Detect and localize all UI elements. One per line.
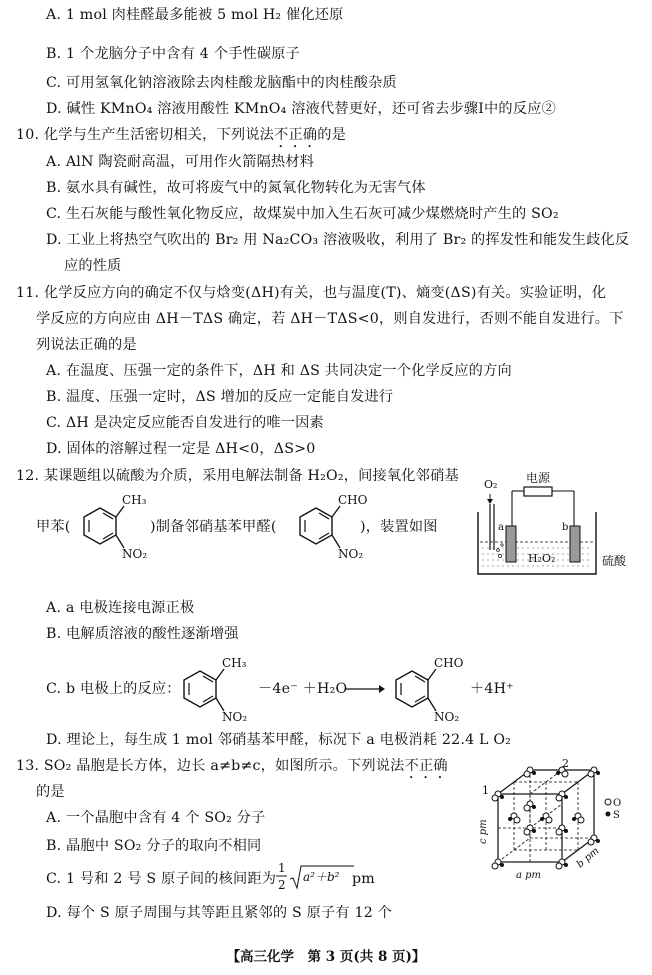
q12-stem-2a: 甲苯( (36, 519, 71, 535)
o-nitrotoluene-structure (80, 492, 150, 562)
q10-option-d: D. 工业上将热空气吹出的 Br₂ 用 Na₂CO₃ 溶液吸收，利用了 Br₂ 的挥发性和能发生歧化反 (46, 232, 630, 248)
no2-label: NO₂ (338, 547, 364, 561)
fraction-denominator: 2 (278, 878, 286, 892)
q11-stem-2: 学反应的方向应由 ΔH－TΔS 确定，若 ΔH－TΔS<0，则自发进行，否则不能自发进行。下 (36, 311, 624, 327)
q13-option-c-suffix: pm (352, 871, 375, 887)
q10-option-b: B. 氨水具有碱性，故可将废气中的氮氧化物转化为无害气体 (46, 180, 426, 196)
page-footer: 【高三化学 第 3 页(共 8 页)】 (226, 949, 426, 965)
q11-option-d: D. 固体的溶解过程一定是 ΔH<0，ΔS>0 (46, 441, 316, 457)
reaction-reactant-structure (180, 655, 250, 725)
sulfuric-acid-label: 硫酸 (602, 554, 627, 568)
oxygen-legend-icon (605, 799, 611, 805)
q10-option-d-cont: 应的性质 (64, 258, 122, 274)
ch3-label: CH₃ (222, 656, 247, 670)
q11-option-c: C. ΔH 是决定反应能否自发进行的唯一因素 (46, 415, 324, 431)
edge-b-label: b pm (574, 845, 602, 871)
power-label: 电源 (526, 471, 551, 485)
reaction-arrow-icon (345, 683, 385, 695)
q13-option-d: D. 每个 S 原子周围与其等距且紧邻的 S 原子有 12 个 (46, 905, 393, 921)
electrode-a-label: a (498, 522, 504, 533)
electrode-b-label: b (562, 522, 569, 533)
q9-option-a: A. 1 mol 肉桂醛最多能被 5 mol H₂ 催化还原 (46, 7, 344, 23)
q13-stem-2: 的是 (36, 784, 65, 800)
q9-option-b: B. 1 个龙脑分子中含有 4 个手性碳原子 (46, 46, 301, 62)
q9-option-d: D. 碱性 KMnO₄ 溶液用酸性 KMnO₄ 溶液代替更好，还可省去步骤Ⅰ中的反应② (46, 101, 556, 117)
legend-o-label: O (613, 798, 622, 809)
q12-option-c-middle: －4e⁻ ＋H₂O (258, 681, 348, 697)
edge-c-label: c pm (478, 819, 489, 844)
q13-option-b: B. 晶胞中 SO₂ 分子的取向不相同 (46, 838, 262, 854)
q12-option-c-suffix: ＋4H⁺ (470, 681, 514, 697)
fraction-numerator: 1 (278, 861, 286, 875)
atom-2-label: 2 (562, 757, 569, 770)
q12-option-d: D. 理论上，每生成 1 mol 邻硝基苯甲醛，标况下 a 电极消耗 22.4 L O₂ (46, 732, 512, 748)
q9-option-c: C. 可用氢氧化钠溶液除去肉桂酸龙脑酯中的肉桂酸杂质 (46, 75, 397, 91)
q11-option-a: A. 在温度、压强一定的条件下，ΔH 和 ΔS 共同决定一个化学反应的方向 (46, 363, 512, 379)
o-nitrobenzaldehyde-structure (296, 492, 366, 562)
q10-option-c: C. 生石灰能与酸性氧化物反应，故煤炭中加入生石灰可减少煤燃烧时产生的 SO₂ (46, 206, 559, 222)
power-source-icon (524, 487, 552, 496)
so2-crystal-cell-figure (476, 757, 628, 882)
electrode-a (506, 526, 516, 562)
electrode-b (570, 526, 580, 562)
q12-stem-2b: )制备邻硝基苯甲醛( (150, 519, 277, 535)
h2o2-label: H₂O₂ (528, 552, 556, 565)
no2-label: NO₂ (434, 710, 460, 724)
q13-option-a: A. 一个晶胞中含有 4 个 SO₂ 分子 (46, 810, 266, 826)
distance-formula (276, 860, 364, 894)
q11-option-b: B. 温度、压强一定时，ΔS 增加的反应一定能自发进行 (46, 389, 394, 405)
cho-label: CHO (338, 493, 368, 507)
sqrt-radicand: a²＋b² (303, 870, 340, 884)
q12-option-a: A. a 电极连接电源正极 (46, 600, 195, 616)
atom-1-label: 1 (482, 784, 489, 797)
no2-label: NO₂ (222, 710, 248, 724)
q12-stem-1: 12. 某课题组以硫酸为介质，采用电解法制备 H₂O₂，间接氧化邻硝基 (16, 468, 459, 484)
ch3-label: CH₃ (122, 493, 147, 507)
o2-label: O₂ (484, 478, 498, 491)
q11-stem-3: 列说法正确的是 (36, 337, 137, 353)
q12-option-b: B. 电解质溶液的酸性逐渐增强 (46, 626, 239, 642)
electrolysis-apparatus-figure (474, 470, 634, 580)
q13-option-c-prefix: C. 1 号和 2 号 S 原子间的核间距为 (46, 871, 277, 887)
cho-label: CHO (434, 656, 464, 670)
q12-stem-2c: )，装置如图 (360, 519, 438, 535)
reaction-product-structure (392, 655, 462, 725)
sulfur-legend-icon (606, 812, 611, 817)
q10-stem: 10. 化学与生产生活密切相关，下列说法不正确的是 (16, 127, 347, 143)
no2-label: NO₂ (122, 547, 148, 561)
q13-stem-1: 13. SO₂ 晶胞是长方体，边长 a≠b≠c，如图所示。下列说法不正确 (16, 758, 448, 774)
q11-stem-1: 11. 化学反应方向的确定不仅与焓变(ΔH)有关，也与温度(T)、熵变(ΔS)有关。实验证明，化 (16, 285, 607, 301)
q10-option-a: A. AlN 陶瓷耐高温，可用作火箭隔热材料 (46, 154, 315, 170)
q12-option-c-prefix: C. b 电极上的反应： (46, 681, 181, 697)
legend-s-label: S (613, 810, 620, 821)
edge-a-label: a pm (516, 870, 542, 881)
